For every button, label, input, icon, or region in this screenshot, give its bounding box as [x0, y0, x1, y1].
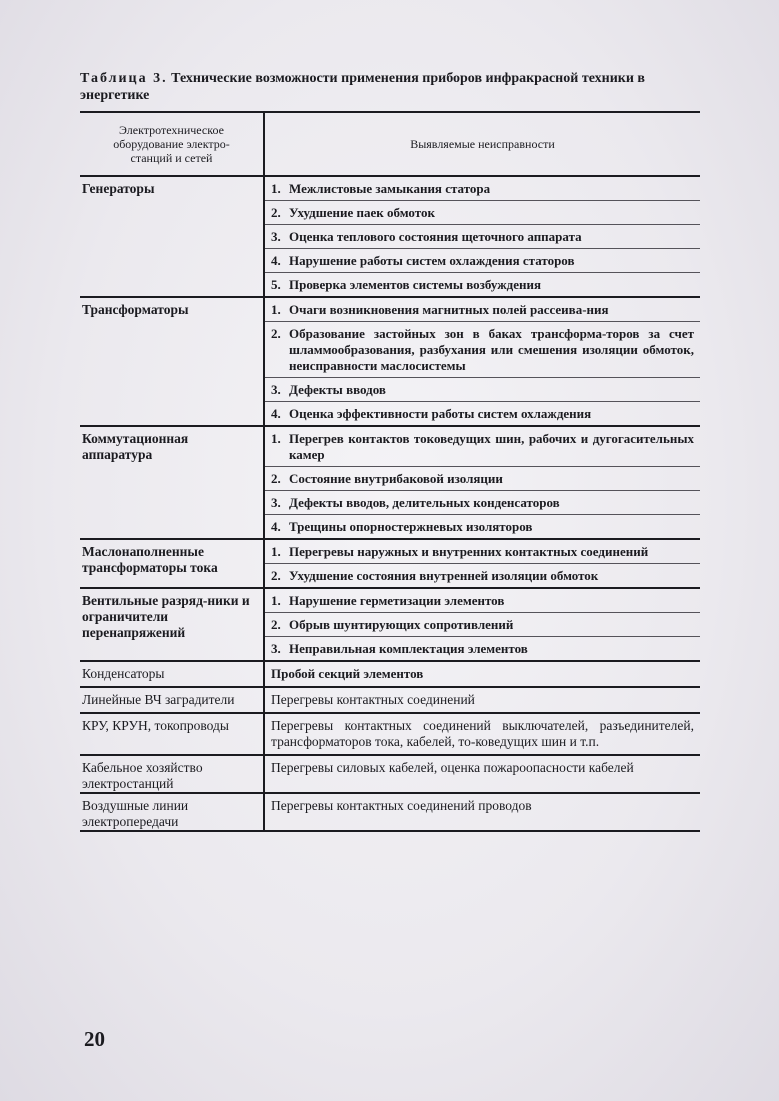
- fault-text: Нарушение работы систем охлаждения статоров: [289, 253, 575, 268]
- fault-text: Перегрев контактов токоведущих шин, рабочих и дугогасительных камер: [289, 431, 694, 462]
- fault-item: [265, 177, 700, 201]
- fault-number: 4.: [271, 519, 281, 534]
- fault-number: 1.: [271, 181, 281, 196]
- fault-text: Состояние внутрибаковой изоляции: [289, 471, 503, 486]
- fault-item: [265, 273, 700, 296]
- fault-item: [265, 589, 700, 613]
- table-header-row: [80, 113, 700, 176]
- fault-number: 1.: [271, 593, 281, 608]
- fault-text: Проверка элементов системы возбуждения: [289, 277, 542, 292]
- fault-item: [265, 427, 700, 467]
- table-row: [80, 588, 700, 661]
- table-row: [80, 297, 700, 426]
- fault-number: 3.: [271, 229, 281, 244]
- fault-number: 2.: [271, 617, 281, 632]
- fault-number: 3.: [271, 641, 281, 656]
- fault-number: 3.: [271, 382, 281, 397]
- fault-number: 4.: [271, 253, 281, 268]
- table-row: [80, 687, 700, 713]
- fault-number: 2.: [271, 471, 281, 486]
- faults-cell: [264, 661, 700, 687]
- fault-text: Межлистовые замыкания статора: [289, 181, 491, 196]
- faults-cell: [264, 176, 700, 297]
- fault-text: Оценка эффективности работы систем охлаждения: [289, 406, 592, 421]
- fault-text: Перегревы контактных соединений: [271, 692, 475, 707]
- fault-item: [265, 467, 700, 491]
- table-row: [80, 755, 700, 793]
- fault-item: [265, 322, 700, 378]
- equipment-cell: Воздушные линии электропередачи: [80, 793, 264, 831]
- fault-item: [265, 613, 700, 637]
- fault-text: Дефекты вводов: [289, 382, 386, 397]
- fault-item: [265, 402, 700, 425]
- fault-table: [80, 113, 700, 832]
- table-number: Таблица 3.: [80, 71, 168, 86]
- fault-item: [265, 378, 700, 402]
- faults-cell: [264, 588, 700, 661]
- fault-number: 2.: [271, 568, 281, 583]
- header-faults: Выявляемые неисправности: [264, 113, 700, 176]
- table-row: [80, 176, 700, 297]
- fault-text: Оценка теплового состояния щеточного аппарата: [289, 229, 582, 244]
- fault-text: Дефекты вводов, делительных конденсаторов: [289, 495, 560, 510]
- table-row: [80, 426, 700, 539]
- fault-text: Перегревы силовых кабелей, оценка пожароопасности кабелей: [271, 760, 634, 775]
- fault-number: 5.: [271, 277, 281, 292]
- equipment-cell: КРУ, КРУН, токопроводы: [80, 713, 264, 755]
- fault-text: Перегревы контактных соединений проводов: [271, 798, 532, 813]
- fault-text: Ухудшение состояния внутренней изоляции обмоток: [289, 568, 599, 583]
- fault-text: Образование застойных зон в баках трансформа-торов за счет шламмообразования, разбухания или смешения изоляции обмоток, неисправности маслосистемы: [289, 326, 694, 373]
- fault-item: [265, 249, 700, 273]
- fault-text: Трещины опорностержневых изоляторов: [289, 519, 533, 534]
- table-row: [80, 713, 700, 755]
- faults-cell: [264, 755, 700, 793]
- fault-item: [265, 515, 700, 538]
- equipment-cell: Линейные ВЧ заградители: [80, 687, 264, 713]
- fault-item: [265, 298, 700, 322]
- equipment-cell: Трансформаторы: [80, 297, 264, 426]
- header-equipment: Электротехническое оборудование электро-станций и сетей: [80, 113, 264, 176]
- fault-text: Очаги возникновения магнитных полей рассеива-ния: [289, 302, 609, 317]
- fault-number: 1.: [271, 544, 281, 559]
- page-number: 20: [84, 1027, 105, 1051]
- fault-text: Нарушение герметизации элементов: [289, 593, 505, 608]
- equipment-cell: Вентильные разряд-ники и ограничители перенапряжений: [80, 588, 264, 661]
- fault-item: [265, 225, 700, 249]
- fault-number: 1.: [271, 431, 281, 446]
- faults-cell: [264, 426, 700, 539]
- equipment-cell: Конденсаторы: [80, 661, 264, 687]
- table-caption: [80, 70, 700, 104]
- equipment-cell: Генераторы: [80, 176, 264, 297]
- fault-number: 4.: [271, 406, 281, 421]
- fault-item: [265, 564, 700, 587]
- faults-cell: [264, 297, 700, 426]
- table-row: [80, 539, 700, 588]
- faults-cell: [264, 713, 700, 755]
- fault-number: 2.: [271, 205, 281, 220]
- fault-number: 2.: [271, 326, 281, 341]
- fault-item: [265, 201, 700, 225]
- fault-text: Неправильная комплектация элементов: [289, 641, 528, 656]
- equipment-cell: Кабельное хозяйство электростанций: [80, 755, 264, 793]
- equipment-cell: Коммутационная аппаратура: [80, 426, 264, 539]
- table-title: Технические возможности применения приборов инфракрасной техники в энергетике: [80, 71, 645, 103]
- fault-text: Перегревы наружных и внутренних контактных соединений: [289, 544, 649, 559]
- faults-cell: [264, 793, 700, 831]
- fault-text: Перегревы контактных соединений выключателей, разъединителей, трансформаторов тока, кабелей, то-коведущих шин и т.п.: [271, 718, 694, 749]
- fault-text: Ухудшение паек обмоток: [289, 205, 435, 220]
- fault-number: 3.: [271, 495, 281, 510]
- fault-item: [265, 540, 700, 564]
- fault-text: Пробой секций элементов: [271, 666, 424, 681]
- faults-cell: [264, 539, 700, 588]
- table-row: [80, 793, 700, 831]
- fault-item: [265, 637, 700, 660]
- fault-number: 1.: [271, 302, 281, 317]
- faults-cell: [264, 687, 700, 713]
- equipment-cell: Маслонаполненные трансформаторы тока: [80, 539, 264, 588]
- fault-text: Обрыв шунтирующих сопротивлений: [289, 617, 514, 632]
- fault-item: [265, 491, 700, 515]
- table-row: [80, 661, 700, 687]
